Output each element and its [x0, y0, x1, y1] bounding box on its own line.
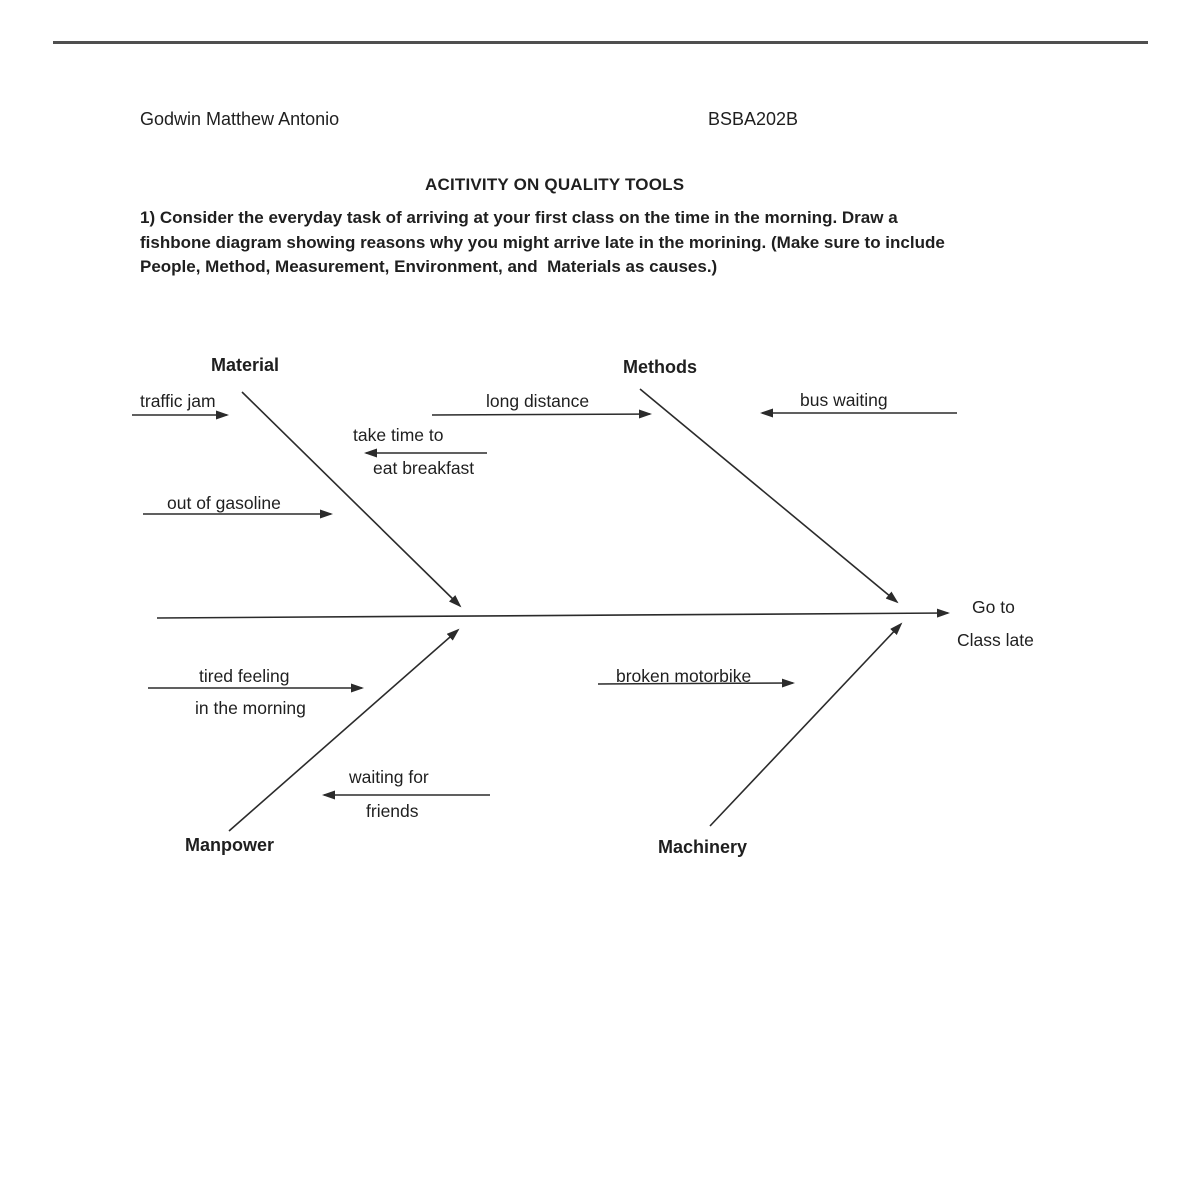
cause-waiting-for-friends-line2: friends	[366, 801, 419, 821]
question-line-3: People, Method, Measurement, Environment, and Materials as causes.)	[140, 257, 718, 276]
long-distance-arrow	[432, 414, 650, 415]
cause-tired-feeling-line2: in the morning	[195, 698, 306, 718]
cause-long-distance: long distance	[486, 391, 590, 411]
effect-label-line1: Go to	[972, 597, 1015, 617]
machinery-bone-line	[710, 624, 901, 826]
cause-waiting-for-friends-line1: waiting for	[349, 767, 429, 787]
branch-label-material: Material	[211, 355, 280, 375]
effect-label-line2: Class late	[957, 630, 1034, 650]
cause-bus-waiting: bus waiting	[800, 390, 888, 410]
question-line-2: fishbone diagram showing reasons why you might arrive late in the morining. (Make sure to include	[140, 232, 945, 252]
branch-label-manpower: Manpower	[185, 835, 275, 855]
cause-tired-feeling-line1: tired feeling	[199, 666, 290, 686]
section-code: BSBA202B	[708, 109, 799, 129]
page-title: ACITIVITY ON QUALITY TOOLS	[425, 175, 685, 194]
cause-broken-motorbike: broken motorbike	[616, 666, 752, 686]
manpower-bone-line	[229, 630, 458, 831]
author-name: Godwin Matthew Antonio	[140, 109, 340, 129]
cause-take-time-line1: take time to	[353, 425, 444, 445]
cause-traffic-jam: traffic jam	[140, 391, 216, 411]
branch-label-methods: Methods	[623, 357, 697, 377]
branch-label-machinery: Machinery	[658, 837, 748, 857]
spine-line	[157, 613, 948, 618]
question-line-1: 1) Consider the everyday task of arriving at your first class on the time in the morning. Draw a	[140, 208, 898, 227]
cause-take-time-line2: eat breakfast	[373, 458, 475, 478]
cause-out-of-gasoline: out of gasoline	[167, 493, 281, 513]
methods-bone-line	[640, 389, 897, 602]
